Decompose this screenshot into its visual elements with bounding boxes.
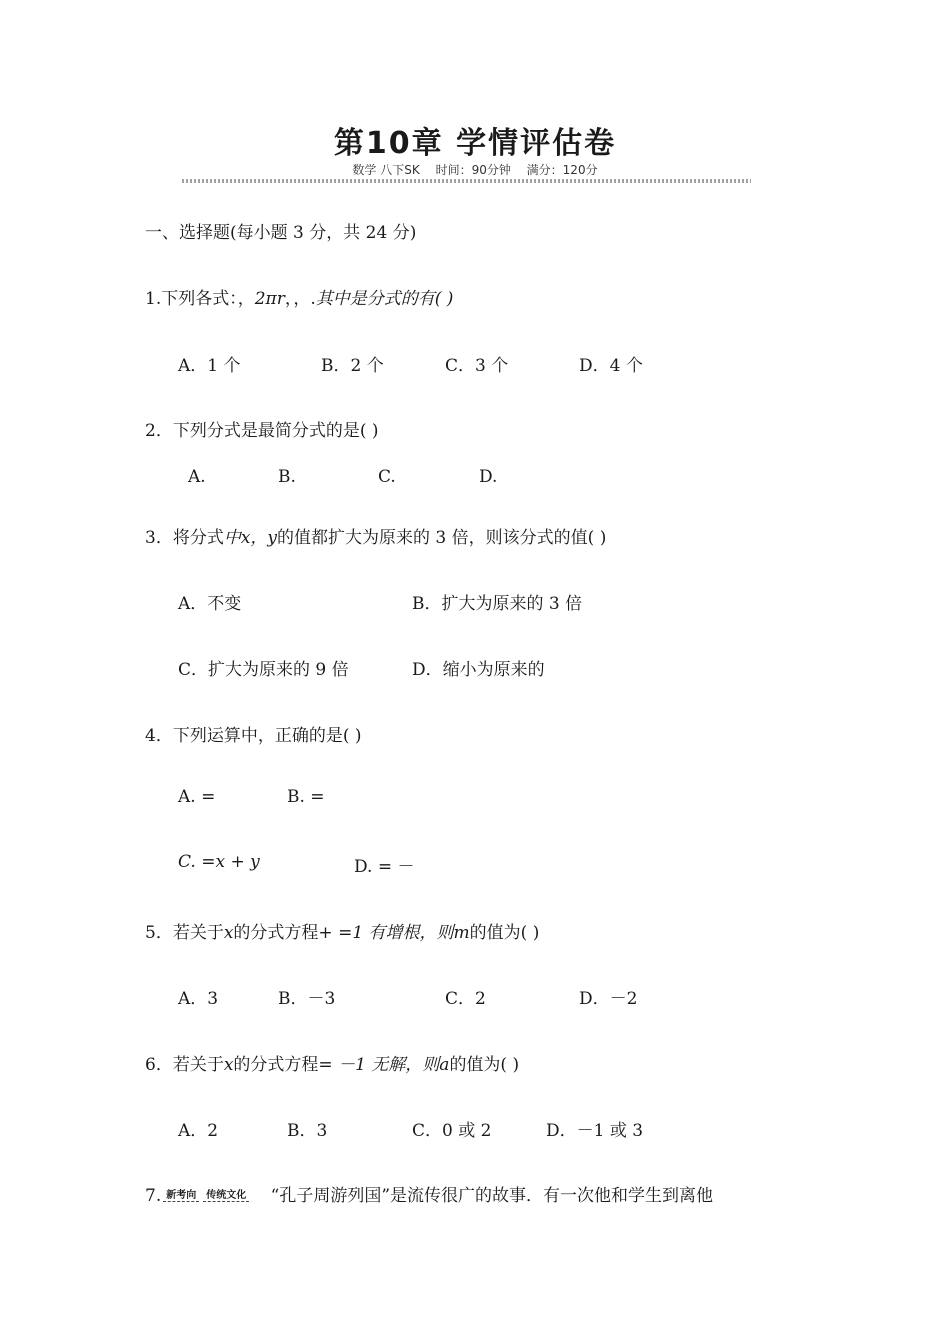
time-label: 时间：90分钟: [435, 163, 511, 177]
question-4-option-d[interactable]: D. = －: [354, 857, 415, 877]
question-6-option-b[interactable]: B．3: [287, 1121, 328, 1141]
question-1-option-a[interactable]: A．1 个: [178, 356, 241, 376]
question-4-stem: 4．下列运算中，正确的是( ): [145, 726, 362, 746]
question-5-option-a[interactable]: A．3: [178, 989, 219, 1009]
exam-info: [0, 161, 950, 178]
question-7-stem: 7. 新考向 传统文化 “孔子周游列国”是流传很广的故事．有一次他和学生到离他: [145, 1186, 714, 1206]
question-1-option-c[interactable]: C．3 个: [445, 356, 509, 376]
question-5-stem: 5．若关于x的分式方程+ =1 有增根，则m的值为( ): [145, 923, 540, 943]
new-trend-tag: 新考向: [163, 1186, 199, 1202]
question-5-option-c[interactable]: C．2: [445, 989, 486, 1009]
header-divider: [182, 179, 751, 183]
question-2-stem: 2．下列分式是最简分式的是( ): [145, 421, 379, 441]
question-4-option-a[interactable]: A. =: [178, 787, 216, 807]
page-title: 第10章 学情评估卷: [333, 126, 617, 161]
traditional-culture-tag: 传统文化: [203, 1186, 249, 1202]
question-3-option-d[interactable]: D．缩小为原来的: [412, 660, 545, 680]
question-6-option-a[interactable]: A．2: [178, 1121, 219, 1141]
question-4-option-c[interactable]: C. =x + y: [178, 852, 260, 872]
question-1-option-d[interactable]: D．4 个: [579, 356, 643, 376]
section-heading: 一、选择题(每小题 3 分，共 24 分): [145, 223, 417, 243]
question-6-option-d[interactable]: D．－1 或 3: [546, 1121, 644, 1141]
question-3-option-c[interactable]: C．扩大为原来的 9 倍: [178, 660, 349, 680]
score-label: 满分：120分: [526, 163, 598, 177]
question-4-option-b[interactable]: B. =: [287, 787, 325, 807]
question-6-stem: 6．若关于x的分式方程= －1 无解，则a的值为( ): [145, 1055, 520, 1075]
question-5-option-b[interactable]: B．－3: [278, 989, 336, 1009]
question-2-option-d[interactable]: D.: [479, 467, 498, 487]
question-2-option-a[interactable]: A.: [188, 467, 206, 487]
question-2-option-c[interactable]: C.: [378, 467, 396, 487]
question-3-stem: 3．将分式中x，y的值都扩大为原来的 3 倍，则该分式的值( ): [145, 528, 607, 548]
question-2-option-b[interactable]: B.: [278, 467, 296, 487]
question-1-option-b[interactable]: B．2 个: [321, 356, 384, 376]
question-5-option-d[interactable]: D．－2: [579, 989, 638, 1009]
subject-label: 数学 八下SK: [352, 163, 420, 177]
question-1-stem: 1.下列各式：，2πr，，.其中是分式的有( ): [145, 289, 454, 309]
question-3-option-b[interactable]: B．扩大为原来的 3 倍: [412, 594, 583, 614]
question-6-option-c[interactable]: C．0 或 2: [412, 1121, 492, 1141]
question-3-option-a[interactable]: A．不变: [178, 594, 242, 614]
